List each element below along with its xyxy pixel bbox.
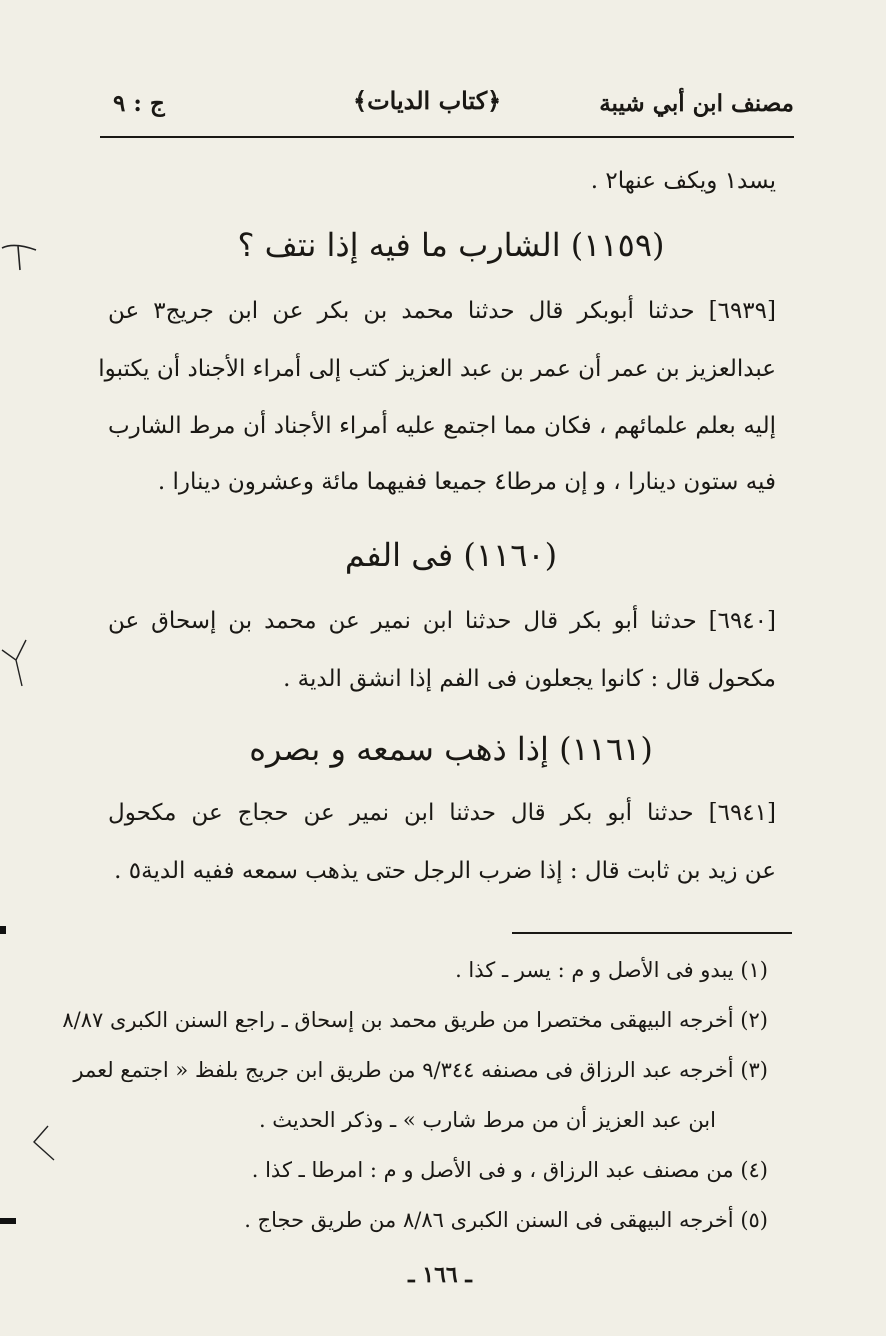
chapter-heading-1161: (١١٦١) إذا ذهب سمعه و بصره	[249, 730, 653, 768]
hadith-6940-line-2: مكحول قال : كانوا يجعلون فى الفم إذا انشق الدية .	[283, 666, 776, 692]
scan-mark	[0, 926, 6, 934]
page-number: ـ ١٦٦ ـ	[408, 1262, 472, 1288]
hadith-6939-line-1: [٦٩٣٩] حدثنا أبوبكر قال حدثنا محمد بن بكر عن ابن جريج٣ عن	[108, 298, 776, 324]
book-title: مصنف ابن أبي شيبة	[599, 90, 794, 117]
footnote-1: (١) يبدو فى الأصل و م : يسر ـ كذا .	[455, 958, 768, 982]
scan-mark	[0, 1218, 16, 1224]
hadith-6941-line-1: [٦٩٤١] حدثنا أبو بكر قال حدثنا ابن نمير عن حجاج عن مكحول	[108, 800, 776, 826]
scan-mark	[0, 220, 40, 280]
chapter-heading-1160: (١١٦٠) فى الفم	[344, 536, 558, 574]
scan-mark	[18, 1120, 58, 1170]
footnote-5: (٥) أخرجه البيهقى فى السنن الكبرى ٨/٨٦ من طريق حجاج .	[244, 1208, 768, 1232]
hadith-6939-line-4: فيه ستون دينارا ، و إن مرطا٤ جميعا ففيهما مائة وعشرون دينارا .	[157, 469, 776, 495]
volume-number: ج : ٩	[113, 90, 165, 117]
hadith-6940-line-1: [٦٩٤٠] حدثنا أبو بكر قال حدثنا ابن نمير عن محمد بن إسحاق عن	[108, 608, 776, 634]
footnote-3: (٣) أخرجه عبد الرزاق فى مصنفه ٩/٣٤٤ من طريق ابن جريج بلفظ « اجتمع لعمر	[73, 1058, 768, 1082]
hadith-6941-line-2: عن زيد بن ثابت قال : إذا ضرب الرجل حتى يذهب سمعه ففيه الدية٥ .	[114, 858, 776, 884]
footnote-rule	[512, 932, 792, 934]
footnote-4: (٤) من مصنف عبد الرزاق ، و فى الأصل و م : امرطا ـ كذا .	[251, 1158, 768, 1182]
scan-mark	[0, 630, 30, 690]
footnote-3-continuation: ابن عبد العزيز أن من مرط شارب » ـ وذكر الحديث .	[258, 1108, 716, 1132]
hadith-6939-line-3: إليه بعلم علمائهم ، فكان مما اجتمع عليه أمراء الأجناد أن مرط الشارب	[108, 413, 776, 439]
section-title: ﴿كتاب الديات﴾	[353, 86, 502, 115]
intro-line: يسد١ ويكف عنها٢ .	[590, 168, 776, 194]
running-header	[108, 80, 794, 130]
hadith-6939-line-2: عبدالعزيز بن عمر أن عمر بن عبد العزيز كتب إلى أمراء الأجناد أن يكتبوا	[98, 356, 776, 382]
footnote-2: (٢) أخرجه البيهقى مختصرا من طريق محمد بن إسحاق ـ راجع السنن الكبرى ٨/٨٧	[62, 1008, 768, 1032]
header-rule	[100, 136, 794, 138]
chapter-heading-1159: (١١٥٩) الشارب ما فيه إذا نتف ؟	[237, 226, 665, 264]
